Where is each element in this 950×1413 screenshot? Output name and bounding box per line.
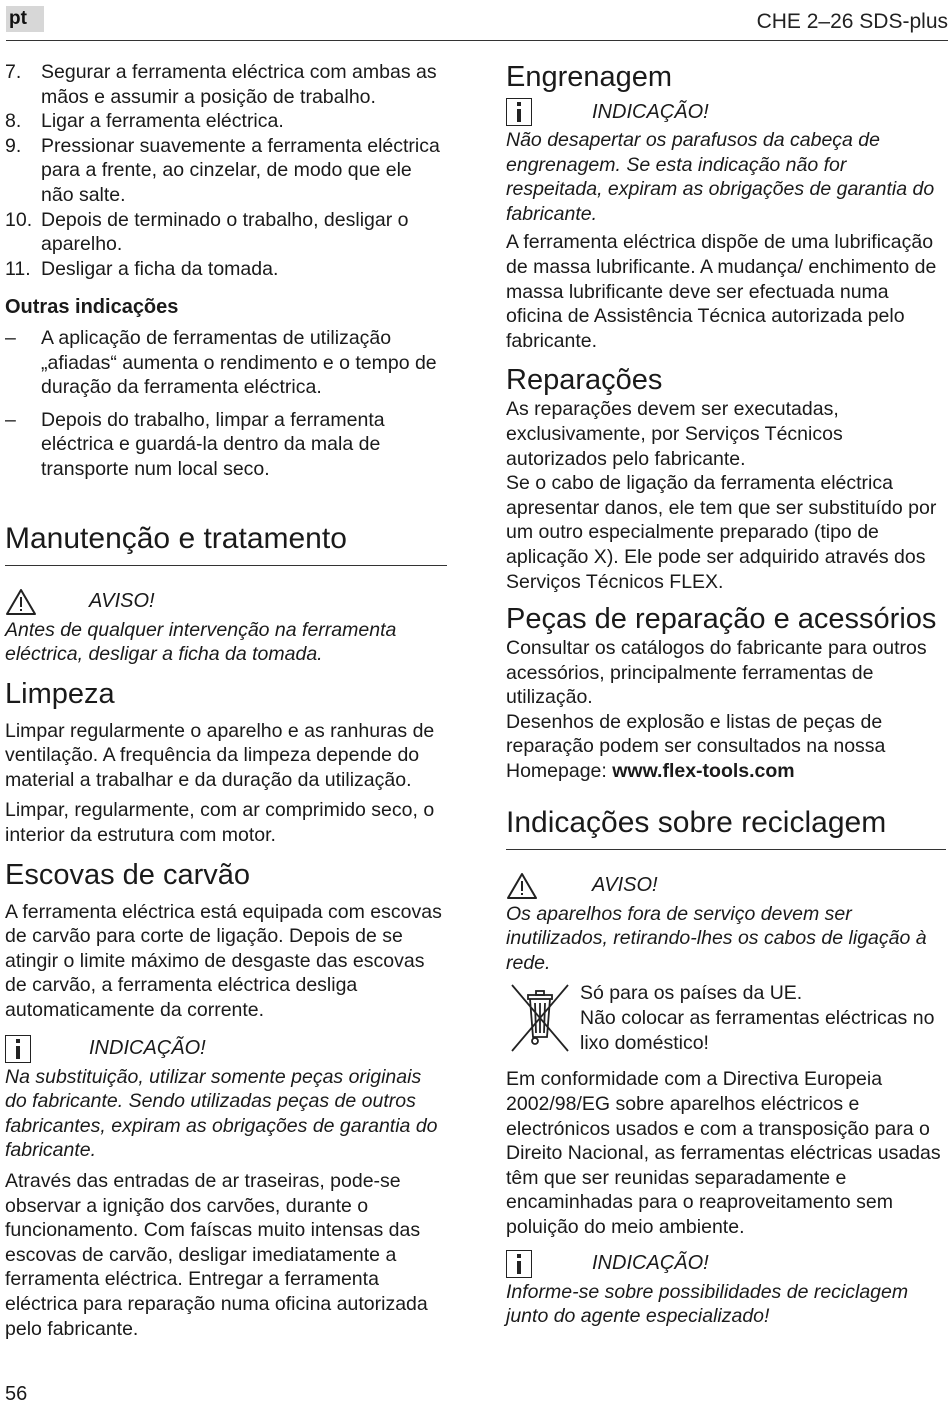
info-notice — [506, 1248, 946, 1280]
directive-paragraph: Em conformidade com a Directiva Europeia 2002/98/EG sobre aparelhos eléctricos e electrónicos usados e com a transposição para o Direito Nacional, as ferramentas eléctricas usadas têm que ser reunidas separadamente e encaminhadas para o reaproveitamento sem poluição do meio ambiente. — [506, 1068, 941, 1238]
warning-label: AVISO! — [592, 874, 658, 897]
repairs-paragraph: As reparações devem ser executadas, exclusivamente, por Serviços Técnicos autorizados pelo fabricante. — [506, 398, 843, 470]
language-badge: pt — [6, 6, 44, 32]
info-text: Informe-se sobre possibilidades de reciclagem junto do agente especializado! — [506, 1280, 909, 1328]
info-text: Na substituição, utilizar somente peças originais do fabricante. Sendo utilizadas peças de outros fabricantes, expiram as obrigações de garantia do fabricante. — [5, 1065, 438, 1162]
info-icon — [5, 1035, 31, 1063]
list-item: – Depois do trabalho, limpar a ferramenta eléctrica e guardá-la dentro da mala de transporte num local seco. — [5, 408, 385, 480]
page-number: 56 — [5, 1383, 28, 1405]
parts-paragraph-2: Desenhos de explosão e listas de peças de reparação podem ser consultados na nossa Homepage: www.flex-tools.com — [506, 710, 886, 783]
list-item: 8. Ligar a ferramenta eléctrica. — [5, 110, 284, 133]
right-column — [506, 60, 946, 1329]
gear-paragraph: A ferramenta eléctrica dispõe de uma lubrificação de massa lubrificante. A mudança/ enchimento de massa lubrificante deve ser efectuada numa oficina de Assistência Técnica autorizada pelo fabricante. — [506, 231, 937, 352]
cleaning-heading: Limpeza — [5, 677, 115, 710]
other-indications-heading: Outras indicações — [5, 296, 179, 319]
info-notice — [506, 96, 946, 128]
info-label: INDICAÇÃO! — [592, 1252, 709, 1275]
brushes-heading: Escovas de carvão — [5, 858, 251, 891]
warning-text: Antes de qualquer intervenção na ferramenta eléctrica, desligar a ficha da tomada. — [5, 618, 397, 666]
list-item: 11. Desligar a ficha da tomada. — [5, 257, 279, 280]
parts-heading: Peças de reparação e acessórios — [506, 603, 937, 636]
left-column — [5, 60, 447, 1341]
recycling-heading: Indicações sobre reciclagem — [506, 806, 946, 850]
crossed-bin-icon — [506, 981, 580, 1061]
warning-notice — [5, 586, 447, 618]
gear-heading: Engrenagem — [506, 61, 673, 93]
info-text: Não desapertar os parafusos da cabeça de engrenagem. Se esta indicação não for respeitada, expiram as obrigações de garantia do fabricante. — [506, 129, 935, 225]
eu-line-1: Só para os países da UE. — [580, 982, 803, 1005]
warning-label: AVISO! — [89, 590, 155, 613]
cleaning-paragraph-2: Limpar, regularmente, com ar comprimido seco, o interior da estrutura com motor. — [5, 799, 435, 847]
info-label: INDICAÇÃO! — [592, 100, 709, 123]
warning-triangle-icon — [506, 872, 538, 900]
list-item: 9. Pressionar suavemente a ferramenta eléctrica para a frente, ao cinzelar, de modo que ele não salte. — [5, 134, 440, 206]
info-label: INDICAÇÃO! — [89, 1037, 206, 1060]
model-title: CHE 2–26 SDS-plus — [756, 10, 948, 33]
repairs-paragraph-2: Se o cabo de ligação da ferramenta eléctrica apresentar danos, ele tem que ser substituído por um outro especialmente preparado (tipo de aplicação X). Ele pode ser adquirido através dos Serviços Técnicos FLEX. — [506, 472, 937, 593]
weee-notice — [506, 981, 946, 1061]
header-rule — [6, 40, 948, 41]
list-item: 7. Segurar a ferramenta eléctrica com ambas as mãos e assumir a posição de trabalho. — [5, 61, 437, 108]
repairs-heading: Reparações — [506, 364, 663, 397]
cleaning-paragraph: Limpar regularmente o aparelho e as ranhuras de ventilação. A frequência da limpeza depende do material a trabalhar e da duração da utilização. — [5, 719, 435, 791]
info-icon — [506, 98, 532, 126]
eu-line-2: Não colocar as ferramentas eléctricas no lixo doméstico! — [580, 1007, 935, 1054]
info-notice — [5, 1033, 447, 1065]
steps-list — [5, 60, 447, 281]
page-header — [0, 0, 950, 42]
warning-notice — [506, 870, 946, 902]
info-icon — [506, 1250, 532, 1278]
homepage-link[interactable]: www.flex-tools.com — [612, 760, 795, 783]
list-item: 10. Depois de terminado o trabalho, desligar o aparelho. — [5, 208, 409, 256]
brushes-paragraph-2: Através das entradas de ar traseiras, pode-se observar a ignição dos carvões, durante o funcionamento. Com faíscas muito intensas das escovas de carvão, desligar imediatamente a ferramenta eléctrica. Entregar a ferramenta eléctrica para reparação numa oficina autorizada pelo fabricante. — [5, 1170, 428, 1340]
brushes-paragraph: A ferramenta eléctrica está equipada com escovas de carvão para corte de ligação. Depois de se atingir o limite máximo de desgaste das escovas de carvão, a ferramenta eléctrica desliga automaticamente da corrente. — [5, 900, 442, 1022]
list-item: – A aplicação de ferramentas de utilização „afiadas“ aumenta o rendimento e o tempo de duração da ferramenta eléctrica. — [5, 326, 437, 399]
warning-text: Os aparelhos fora de serviço devem ser inutilizados, retirando-lhes os cabos de ligação à rede. — [506, 902, 927, 974]
maintenance-heading: Manutenção e tratamento — [5, 522, 447, 566]
parts-paragraph: Consultar os catálogos do fabricante para outros acessórios, principalmente ferramentas de utilização. — [506, 637, 927, 709]
warning-triangle-icon — [5, 588, 37, 616]
